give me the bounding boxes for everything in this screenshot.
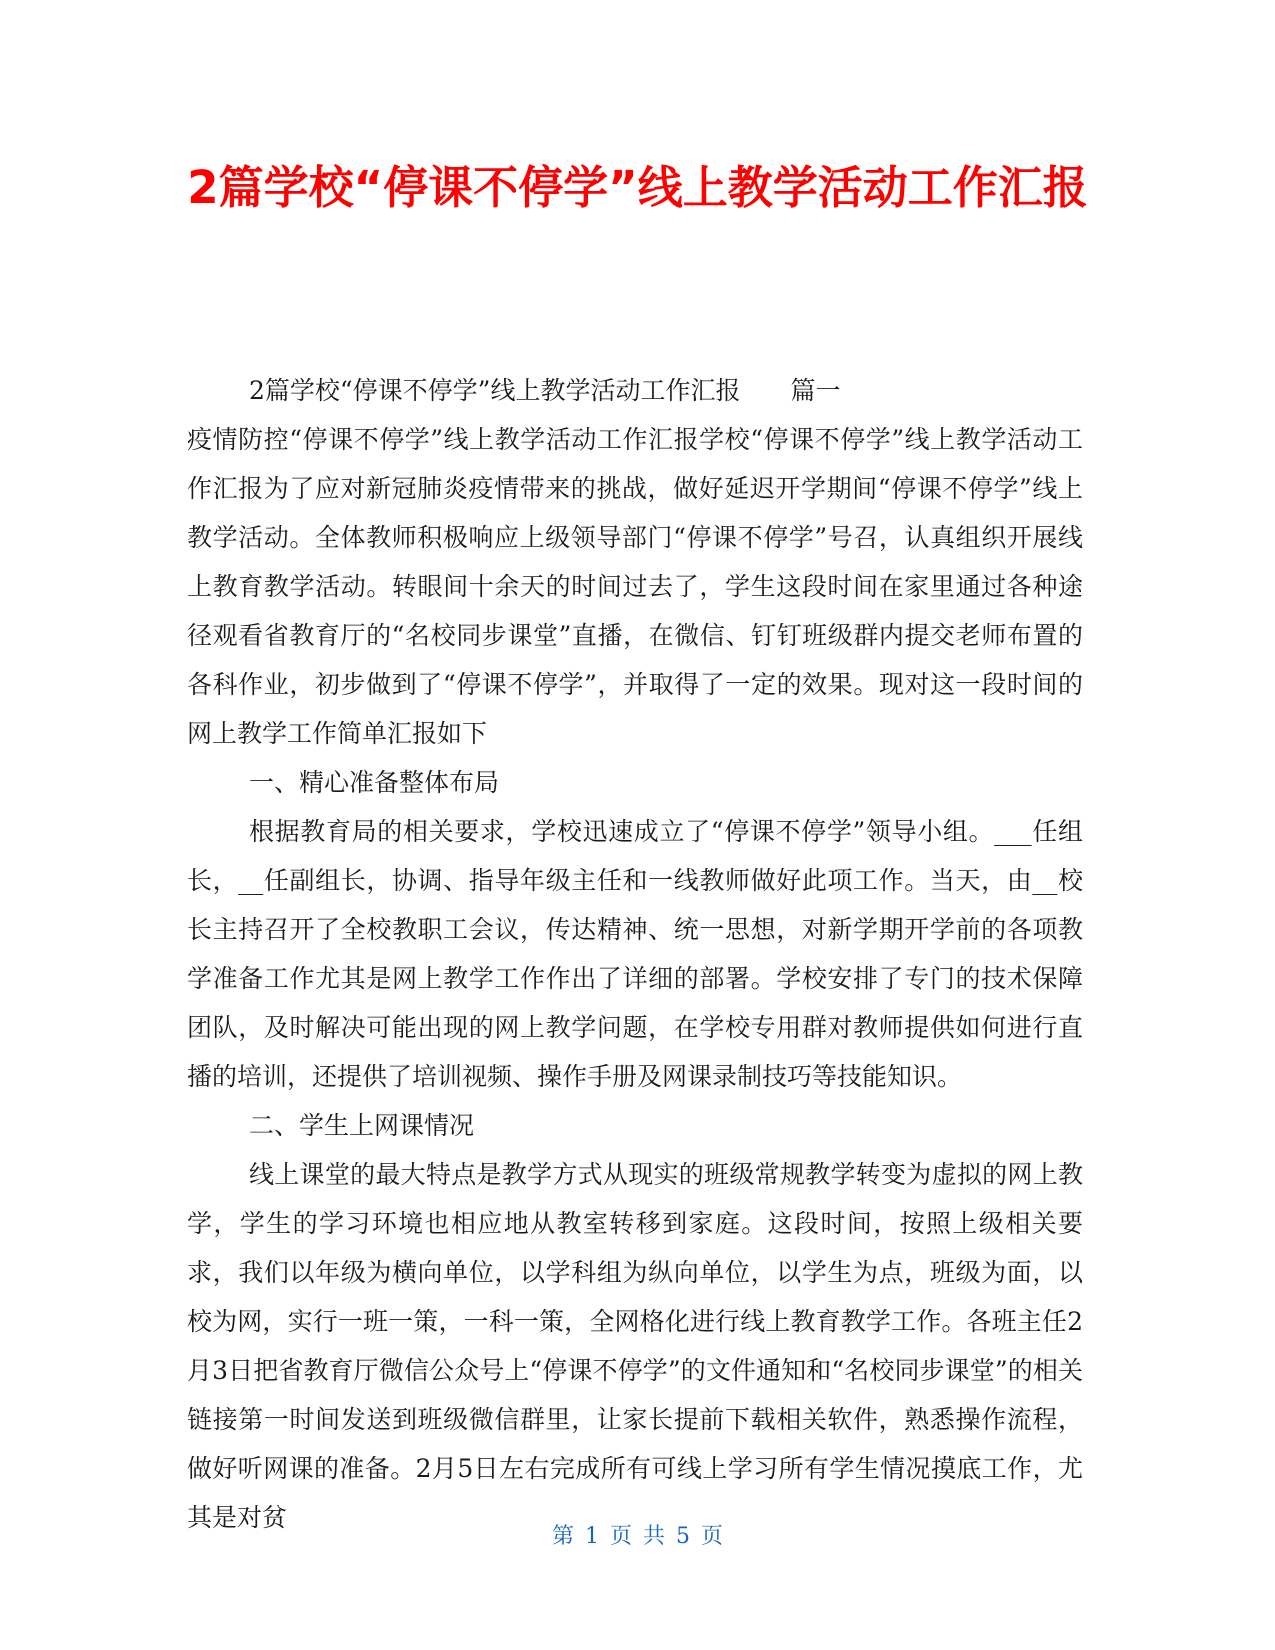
paragraph-section-1: 根据教育局的相关要求，学校迅速成立了“停课不停学”领导小组。___任组长，__任副组长，协调、指导年级主任和一线教师做好此项工作。当天，由__校长主持召开了全校教职工会议，传达精神、统一思想，对新学期开学前的各项教学准备工作尤其是网上教学工作作出了详细的部署。学校安排了专门的技术保障团队，及时解决可能出现的网上教学问题，在学校专用群对教师提供如何进行直播的培训，还提供了培训视频、操作手册及网课录制技巧等技能知识。 [187,817,1083,1091]
subtitle-part: 篇一 [790,376,841,405]
page-footer: 第 1 页 共 5 页 [552,1524,723,1549]
document-title: 2篇学校“停课不停学”线上教学活动工作汇报 [187,161,1088,214]
section-heading-1: 一、精心准备整体布局 [249,768,500,797]
document-body [187,366,1083,1542]
subtitle-text: 2篇学校“停课不停学”线上教学活动工作汇报 [249,376,741,405]
document-subtitle [187,366,1083,415]
paragraph-section-2: 线上课堂的最大特点是教学方式从现实的班级常规教学转变为虚拟的网上教学，学生的学习环境也相应地从教室转移到家庭。这段时间，按照上级相关要求，我们以年级为横向单位，以学科组为纵向单位，以学生为点，班级为面，以校为网，实行一班一策，一科一策，全网格化进行线上教育教学工作。各班主任2月3日把省教育厅微信公众号上“停课不停学”的文件通知和“名校同步课堂”的相关链接第一时间发送到班级微信群里，让家长提前下载相关软件，熟悉操作流程，做好听网课的准备。2月5日左右完成所有可线上学习所有学生情况摸底工作，尤其是对贫 [187,1160,1083,1532]
section-heading-2: 二、学生上网课情况 [249,1111,475,1140]
paragraph-intro: 疫情防控“停课不停学”线上教学活动工作汇报学校“停课不停学”线上教学活动工作汇报为了应对新冠肺炎疫情带来的挑战，做好延迟开学期间“停课不停学”线上教学活动。全体教师积极响应上级领导部门“停课不停学”号召，认真组织开展线上教育教学活动。转眼间十余天的时间过去了，学生这段时间在家里通过各种途径观看省教育厅的“名校同步课堂”直播，在微信、钉钉班级群内提交老师布置的各科作业，初步做到了“停课不停学”，并取得了一定的效果。现对这一段时间的网上教学工作简单汇报如下 [187,425,1083,748]
